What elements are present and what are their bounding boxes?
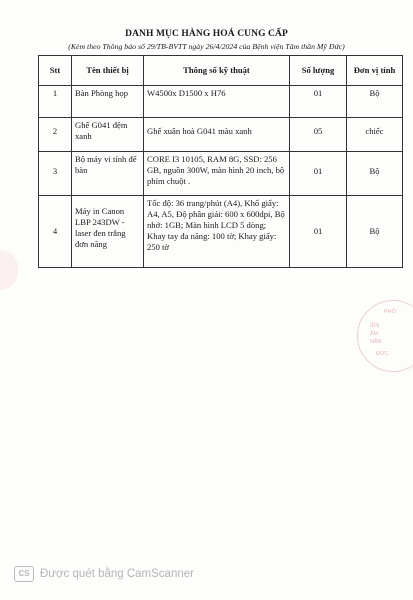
cell-qty: 01	[290, 86, 347, 118]
cell-qty: 01	[290, 152, 347, 196]
header-unit: Đơn vị tính	[347, 56, 403, 86]
camscanner-logo-icon: CS	[14, 566, 34, 582]
cell-spec: CORE I3 10105, RAM 8G, SSD: 256 GB, nguồn 300W, màn hình 20 inch, bộ phím chuột .	[144, 152, 290, 196]
stamp-text: PHÒ	[384, 309, 396, 315]
camscanner-text: Được quét bằng CamScanner	[40, 568, 194, 580]
cell-name: Máy in Canon LBP 243DW - laser đen trắng đơn năng	[72, 196, 144, 268]
cell-name: Ghế G041 đệm xanh	[72, 118, 144, 152]
document-subtitle: (Kèm theo Thông báo số 29/TB-BVTT ngày 26/4/2024 của Bệnh viện Tâm thần Mỹ Đức)	[68, 42, 345, 51]
cell-stt: 3	[39, 152, 72, 196]
cell-spec: Ghế xuân hoà G041 màu xanh	[144, 118, 290, 152]
table-row	[39, 152, 403, 196]
stamp-smudge	[0, 250, 18, 290]
cell-spec: W4500x D1500 x H76	[144, 86, 290, 118]
header-stt: Stt	[39, 56, 72, 86]
stamp-text: ÂM	[370, 331, 379, 337]
table-row	[39, 196, 403, 268]
table-header-row	[39, 56, 403, 86]
cell-qty: 01	[290, 196, 347, 268]
stamp-text: NẦN	[370, 339, 382, 345]
cell-unit: Bộ	[347, 86, 403, 118]
cell-name: Bàn Phòng họp	[72, 86, 144, 118]
cell-stt: 2	[39, 118, 72, 152]
cell-unit: Bộ	[347, 152, 403, 196]
header-name: Tên thiết bị	[72, 56, 144, 86]
cell-spec: Tốc độ: 36 trang/phút (A4), Khổ giấy: A4, A5, Độ phân giải: 600 x 600dpi, Bộ nhớ: 1GB; Màn hình LCD 5 dòng; Khay tay đa năng: 100 tờ; Khay giấy: 250 tờ	[144, 196, 290, 268]
cell-name: Bộ máy vi tính để bàn	[72, 152, 144, 196]
document-title: DANH MỤC HÀNG HOÁ CUNG CẤP	[125, 29, 288, 39]
cell-stt: 1	[39, 86, 72, 118]
cell-qty: 05	[290, 118, 347, 152]
camscanner-watermark	[14, 566, 194, 582]
cell-stt: 4	[39, 196, 72, 268]
table-row	[39, 118, 403, 152]
stamp-text: IỆN	[370, 323, 380, 329]
official-stamp	[357, 300, 413, 372]
cell-unit: Bộ	[347, 196, 403, 268]
header-qty: Số lượng	[290, 56, 347, 86]
table-row	[39, 86, 403, 118]
cell-unit: chiếc	[347, 118, 403, 152]
stamp-text: ĐỨC	[376, 351, 389, 357]
goods-table	[38, 55, 403, 268]
header-spec: Thông số kỹ thuật	[144, 56, 290, 86]
